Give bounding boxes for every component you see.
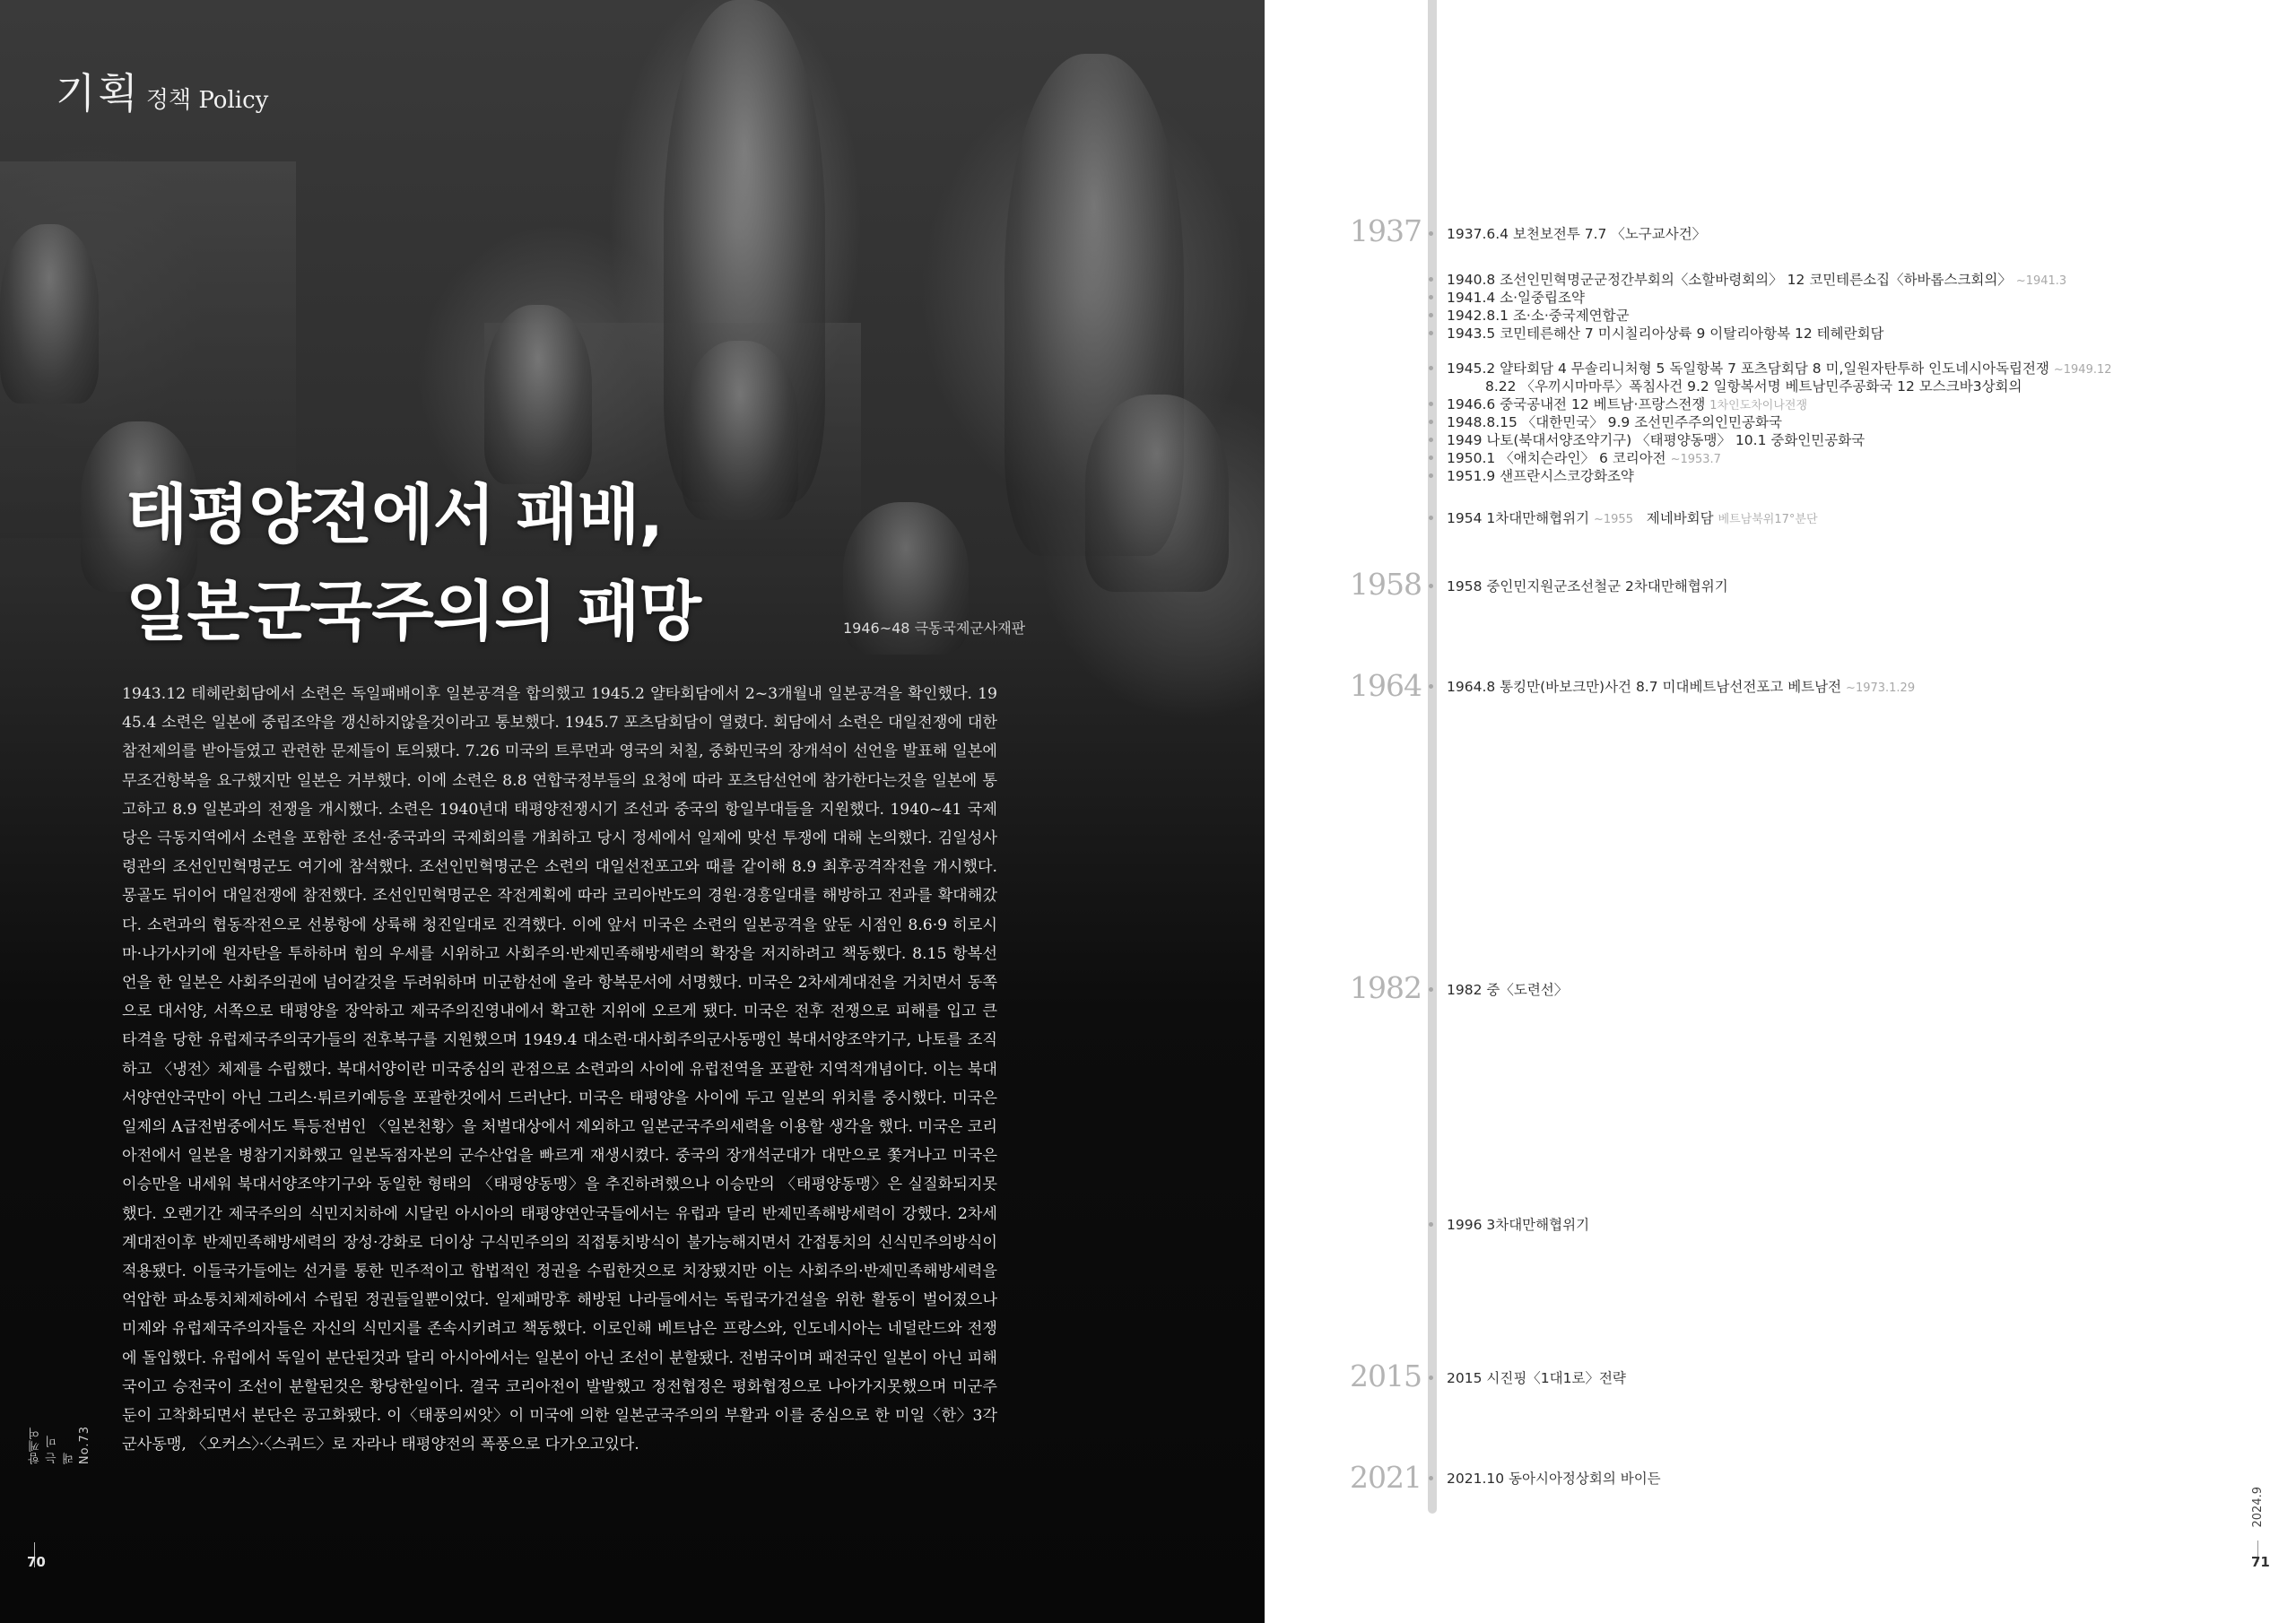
timeline-event: 1964.8 통킹만(바보크만)사건 8.7 미대베트남선전포고 베트남전 ~1973.1.29: [1447, 679, 1916, 695]
timeline-event: 2015 시진핑〈1대1로〉전략: [1447, 1370, 1626, 1386]
section-subtitle: 정책 Policy: [145, 87, 269, 114]
timeline-event: 1940.8 조선인민혁명군군정간부회의〈소할바령회의〉 12 코민테른소집〈하바롭스크회의〉 ~1941.3: [1447, 272, 2067, 288]
timeline-year: 1982: [1350, 970, 1422, 1005]
headline: [126, 466, 700, 660]
timeline-event: 1941.4 소·일중립조약: [1447, 290, 1585, 306]
timeline-year: 2015: [1350, 1358, 1422, 1393]
timeline-event: 1945.2 얄타회담 4 무솔리니처형 5 독일항복 7 포츠담회담 8 미,일원자탄투하 인도네시아독립전쟁 ~1949.12: [1447, 360, 2112, 377]
headline-line-2: 일본군국주의의 패망: [126, 574, 701, 649]
timeline-dot: [1429, 277, 1433, 282]
timeline-dot: [1429, 438, 1433, 442]
timeline-dot: [1429, 420, 1433, 424]
timeline-event: 1996 3차대만해협위기: [1447, 1217, 1590, 1233]
timeline-event: 1943.5 코민테른해산 7 미시칠리아상륙 9 이탈리아항복 12 테헤란회담: [1447, 325, 1884, 342]
timeline-dot: [1429, 313, 1433, 317]
timeline-event: 1946.6 중국공내전 12 베트남·프랑스전쟁 1차인도차이나전쟁: [1447, 396, 1808, 412]
magazine-title: 함께여는 미래 No.73: [29, 1426, 91, 1465]
timeline-dot: [1429, 684, 1433, 689]
timeline-spine: [1428, 0, 1437, 1514]
timeline-event: 1951.9 샌프란시스코강화조약: [1447, 468, 1634, 484]
timeline-event: 1982 중〈도련선〉: [1447, 982, 1569, 998]
timeline-event: 2021.10 동아시아정상회의 바이든: [1447, 1471, 1661, 1487]
timeline-dot: [1429, 473, 1433, 478]
section-title: 기획: [56, 69, 141, 117]
issue-date: 2024.9: [2251, 1487, 2265, 1528]
headline-line-1: 태평양전에서 패배,: [126, 477, 663, 552]
section-label: [56, 61, 268, 120]
page-number-left: 70: [27, 1554, 46, 1570]
timeline-dot: [1429, 584, 1433, 588]
page-number-right: 71: [2251, 1554, 2270, 1570]
timeline-dot: [1429, 1376, 1433, 1380]
timeline-dot: [1429, 1222, 1433, 1227]
timeline-dot: [1429, 231, 1433, 236]
timeline-event: 1958 중인민지원군조선철군 2차대만해협위기: [1447, 578, 1728, 595]
timeline-event: 1950.1 〈애치슨라인〉 6 코리아전 ~1953.7: [1447, 450, 1721, 466]
timeline-dot: [1429, 331, 1433, 335]
timeline-event: 1949 나토(북대서양조약기구) 〈태평양동맹〉 10.1 중화인민공화국: [1447, 432, 1866, 448]
timeline-dot: [1429, 516, 1433, 520]
timeline-event: 1942.8.1 조·소·중국제연합군: [1447, 308, 1630, 324]
timeline-year: 1958: [1350, 567, 1422, 602]
photo-caption: 1946~48 극동국제군사재판: [843, 620, 1026, 637]
timeline-dot: [1429, 366, 1433, 370]
timeline-dot: [1429, 402, 1433, 406]
timeline-year: 1964: [1350, 668, 1422, 703]
timeline-event: 1937.6.4 보천보전투 7.7 〈노구교사건〉: [1447, 226, 1707, 242]
timeline-dot: [1429, 456, 1433, 460]
timeline-year: 1937: [1350, 213, 1422, 248]
timeline-event: 8.22 〈우끼시마마루〉폭침사건 9.2 일항복서명 베트남민주공화국 12 모스크바3상회의: [1485, 378, 2022, 395]
timeline-event: 1954 1차대만해협위기 ~1955 제네바회담 베트남북위17°분단: [1447, 510, 1818, 526]
article-body: 1943.12 테헤란회담에서 소련은 독일패배이후 일본공격을 합의했고 1945.2 얄타회담에서 2~3개월내 일본공격을 확인했다. 1945.4 소련은 일본에 중립조약을 갱신하지않을것이라고 통보했다. 1945.7 포츠담회담이 열렸다. 회담에서 소련은 대일전쟁에 대한 참전제의를 받아들였고 관련한 문제들이 토의됐다. 7.26 미국의 트루먼과 영국의 처칠, 중화민국의 장개석이 선언을 발표해 일본에 무조건항복을 요구했지만 일본은 거부했다. 이에 소련은 8.8 연합국정부들의 요청에 따라 포츠담선언에 참가한다는것을 일본에 통고하고 8.9 일본과의 전쟁을 개시했다. 소련은 1940년대 태평양전쟁시기 조선과 중국의 항일부대들을 지원했다. 1940~41 국제당은 극동지역에서 소련을 포함한 조선·중국과의 국제회의를 개최하고 당시 정세에서 일제에 맞선 투쟁에 대해 논의했다. 김일성사령관의 조선인민혁명군도 여기에 참석했다. 조선인민혁명군은 소련의 대일선전포고와 때를 같이해 8.9 최후공격작전을 개시했다. 몽골도 뒤이어 대일전쟁에 참전했다. 조선인민혁명군은 작전계획에 따라 코리아반도의 경원·경흥일대를 해방하고 전과를 확대해갔다. 소련과의 협동작전으로 선봉항에 상륙해 청진일대로 진격했다. 이에 앞서 미국은 소련의 일본공격을 앞둔 시점인 8.6·9 히로시마·나가사키에 원자탄을 투하하며 힘의 우세를 시위하고 사회주의·반제민족해방세력의 확장을 저지하려고 책동했다. 8.15 항복선언을 한 일본은 사회주의권에 넘어갈것을 두려워하며 미군함선에 올라 항복문서에 서명했다. 미국은 2차세계대전을 거치면서 동쪽으로 대서양, 서쪽으로 태평양을 장악하고 제국주의진영내에서 확고한 지위에 오르게 됐다. 미국은 전후 전쟁으로 피해를 입고 큰 타격을 당한 유럽제국주의국가들의 전후복구를 지원했으며 1949.4 대소련·대사회주의군사동맹인 북대서양조약기구, 나토를 조직하고 〈냉전〉체제를 수립했다. 북대서양이란 미국중심의 관점으로 소련과의 사이에 유럽전역을 포괄한 지역적개념이다. 이는 북대서양연안국만이 아닌 그리스·튀르키예등을 포괄한것에서 드러난다. 미국은 태평양을 사이에 두고 일본의 위치를 중시했다. 미국은 일제의 A급전범중에서도 특등전범인 〈일본천황〉을 처벌대상에서 제외하고 일본군국주의세력을 이용할 생각을 했다. 미국은 코리아전에서 일본을 병참기지화했고 일본독점자본의 군수산업을 빠르게 재생시켰다. 중국의 장개석군대가 대만으로 쫓겨나고 미국은 이승만을 내세워 북대서양조약기구와 동일한 형태의 〈태평양동맹〉을 추진하려했으나 이승만의 〈태평양동맹〉은 실질화되지못했다. 오랜기간 제국주의의 식민지치하에 시달린 아시아의 태평양연안국들에서는 유럽과 달리 반제민족해방세력이 강했다. 2차세계대전이후 반제민족해방세력의 장성·강화로 더이상 구식민주의의 직접통치방식이 불가능해지면서 간접통치의 신식민주의방식이 적용됐다. 이들국가들에는 선거를 통한 민주적이고 합법적인 정권을 수립한것으로 치장됐지만 이는 사회주의·반제민족해방세력을 억압한 파쇼통치체제하에서 수립된 정권들일뿐이었다. 일제패망후 해방된 나라들에서는 독립국가건설을 위한 활동이 벌어졌으나 미제와 유럽제국주의자들은 자신의 식민지를 존속시키려고 책동했다. 이로인해 베트남은 프랑스와, 인도네시아는 네덜란드와 전쟁에 돌입했다. 유럽에서 독일이 분단된것과 달리 아시아에서는 일본이 아닌 조선이 분할됐다. 전범국이며 패전국인 일본이 아닌 피해국이고 승전국이 조선이 분할된것은 황당한일이다. 결국 코리아전이 발발했고 정전협정은 평화협정으로 나아가지못했으며 미군주둔이 고착화되면서 분단은 공고화됐다. 이〈태풍의씨앗〉이 미국에 의한 일본군국주의의 부활과 이를 중심으로 한 미일〈한〉3각군사동맹, 〈오커스〉·〈스쿼드〉로 자라나 태평양전의 폭풍으로 다가오고있다.: [122, 685, 997, 1454]
timeline-dot: [1429, 1476, 1433, 1480]
timeline-dot: [1429, 295, 1433, 299]
timeline-dot: [1429, 987, 1433, 992]
timeline-event: 1948.8.15 〈대한민국〉 9.9 조선민주주의인민공화국: [1447, 414, 1782, 430]
timeline-year: 2021: [1350, 1460, 1422, 1495]
